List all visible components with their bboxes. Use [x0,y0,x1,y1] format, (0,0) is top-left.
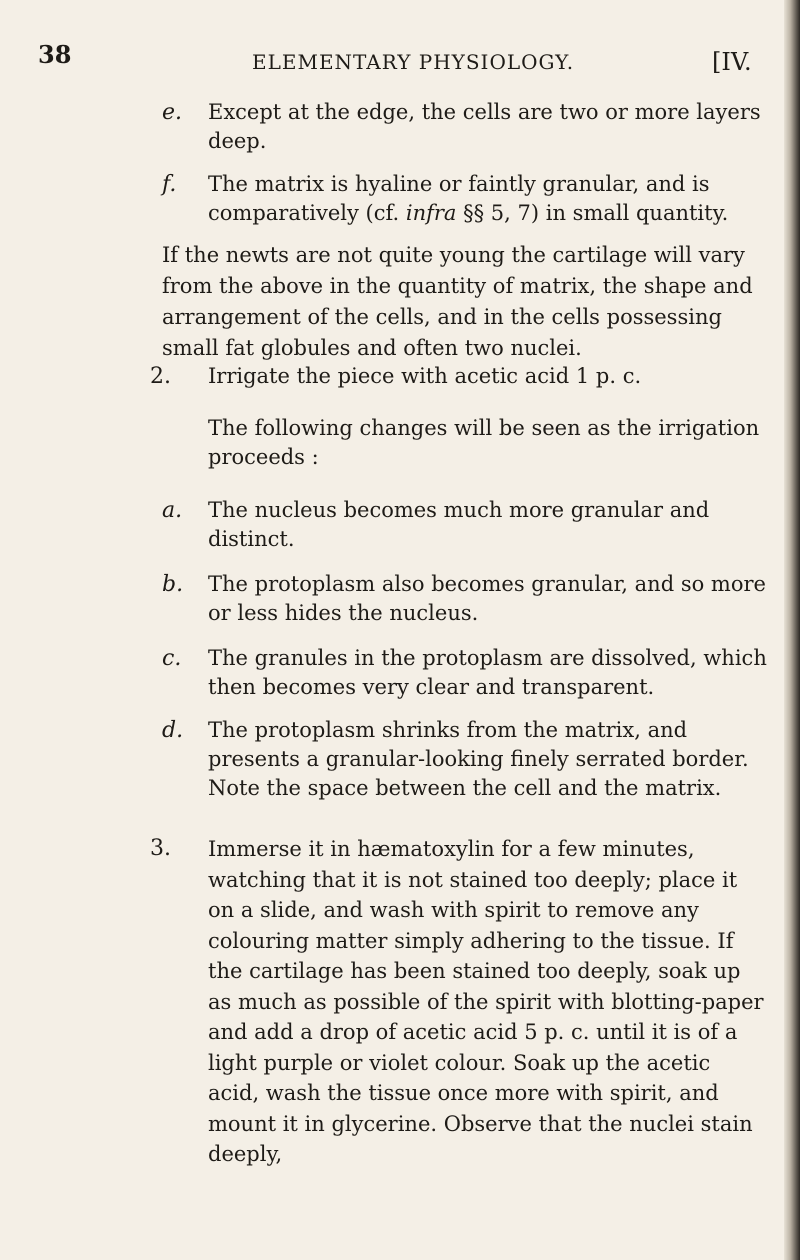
list-item-c [162,644,768,702]
list-item-d [162,716,768,803]
step-2 [150,362,768,391]
step-text: Irrigate the piece with acetic acid 1 p. c. [208,364,642,388]
item-text: The nucleus becomes much more granular and distinct. [208,498,710,551]
page-header [0,30,780,76]
list-item-a [162,496,768,554]
paragraph-following: The following changes will be seen as the irrigation proceeds : [208,416,760,469]
item-letter: f. [162,172,177,197]
running-title: ELEMENTARY PHYSIOLOGY. [252,50,575,74]
item-text: The protoplasm shrinks from the matrix, and presents a granular-looking finely serrated border. Note the space between the cell and the matrix. [208,718,749,800]
page-edge-shadow [784,0,800,1260]
item-letter: a. [162,498,183,523]
item-text-italic: infra [405,201,457,225]
step-3 [150,834,768,1170]
item-letter: d. [162,718,184,743]
item-text: §§ 5, 7) in small quantity. [456,201,729,225]
item-text: The matrix is hyaline or faintly granular, and is comparatively (cf. [208,172,710,225]
item-text: The protoplasm also becomes granular, and so more or less hides the nucleus. [208,572,766,625]
paragraph-newts: If the newts are not quite young the cartilage will vary from the above in the quantity of matrix, the shape and arrangement of the cells, and in the cells possessing small fat globules and often two nuclei. [162,243,753,360]
item-text: Except at the edge, the cells are two or more layers deep. [208,100,761,153]
item-text: The granules in the protoplasm are dissolved, which then becomes very clear and transparent. [208,646,767,699]
item-letter: c. [162,646,182,671]
list-item-e [162,98,768,156]
step-number: 3. [150,836,171,861]
list-item-b [162,570,768,628]
item-letter: b. [162,572,184,597]
page-number: 38 [38,40,72,69]
section-marker: [IV. [712,48,752,76]
list-item-f [162,170,768,228]
step-text: Immerse it in hæmatoxylin for a few minutes, watching that it is not stained too deeply; place it on a slide, and wash with spirit to remove any colouring matter simply adhering to the tissue. If the cartilage has been stained too deeply, soak up as much as possible of the spirit with blotting-paper and add a drop of acetic acid 5 p. c. until it is of a light purple or violet colour. Soak up the acetic acid, wash the tissue once more with spirit, and mount it in glycerine. Observe that the nuclei stain deeply, [208,837,764,1166]
step-number: 2. [150,364,171,389]
item-letter: e. [162,100,183,125]
